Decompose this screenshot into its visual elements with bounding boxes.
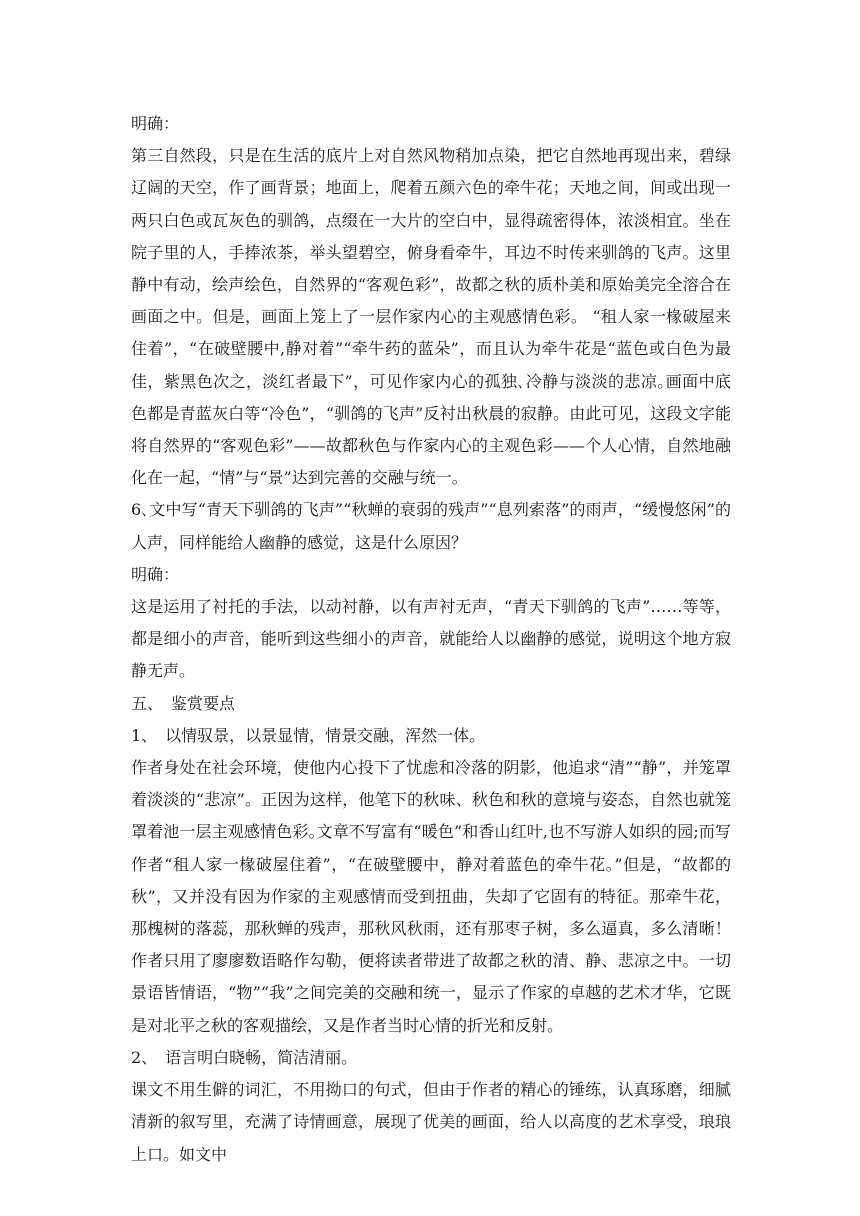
subsection-heading: 1、 以情驭景，以景显情，情景交融，浑然一体。 — [131, 725, 486, 745]
body-paragraph: 课文不用生僻的词汇，不用拗口的句式，但由于作者的精心的锤练，认真琢磨，细腻清新的叙写里，充满了诗情画意，展现了优美的画面，给人以高度的艺术享受，琅琅上口。如文中 — [131, 1080, 731, 1164]
answer-label: 明确： — [131, 564, 180, 584]
document-page — [131, 108, 731, 1171]
body-paragraph: 作者身处在社会环境，使他内心投下了忧虑和冷落的阴影，他追求“清”“静”，并笼罩着淡淡的“悲凉”。正因为这样，他笔下的秋味、秋色和秋的意境与姿态，自然也就笼罩着池一层主观感情色彩｡文章不写富有“暖色”和香山红叶,也不写游人如织的园;而写作者“租人家一椽破屋住着”，“在破壁腰中，静对着蓝色的牵牛花。”但是，“故都的秋”，又并没有因为作家的主观感情而受到扭曲，失却了它固有的特征。那牵牛花，那槐树的落蕊，那秋蝉的残声，那秋风秋雨，还有那枣子树，多么逼真，多么清晰！作者只用了廖廖数语略作勾勒，便将读者带进了故都之秋的清、静、悲凉之中。一切景语皆情语，“物”“我”之间完美的交融和统一，显示了作家的卓越的艺术才华，它既是对北平之秋的客观描绘，又是作者当时心情的折光和反射。 — [131, 758, 731, 1035]
subsection-heading: 2、 语言明白晓畅，简洁清丽。 — [131, 1047, 358, 1067]
section-heading: 五、 鉴赏要点 — [131, 693, 236, 713]
answer-label: 明确： — [131, 114, 180, 133]
body-paragraph: 这是运用了衬托的手法，以动衬静，以有声衬无声，“青天下驯鸽的飞声”……等等，都是细小的声音，能听到这些细小的声音，就能给人以幽静的感觉，说明这个地方寂静无声。 — [131, 597, 731, 681]
body-paragraph: 第三自然段，只是在生活的底片上对自然风物稍加点染，把它自然地再现出来，碧绿辽阔的天空，作了画背景；地面上，爬着五颜六色的牵牛花；天地之间，间或出现一两只白色或瓦灰色的驯鸽，点缀在一大片的空白中，显得疏密得体，浓淡相宜。坐在院子里的人，手捧浓茶，举头望碧空，俯身看牵牛，耳边不时传来驯鸽的飞声。这里静中有动，绘声绘色，自然界的“客观色彩”，故都之秋的质朴美和原始美完全溶合在画面之中。但是，画面上笼上了一层作家内心的主观感情色彩。 “租人家一椽破屋来住着”，“在破壁腰中,静对着”“牵牛药的蓝朵”，而且认为牵牛花是“蓝色或白色为最佳，紫黑色次之，淡红者最下”，可见作家内心的孤独､冷静与淡淡的悲凉｡画面中底色都是青蓝灰白等“冷色”，“驯鸽的飞声”反衬出秋晨的寂静。由此可见，这段文字能将自然界的“客观色彩”——故都秋色与作家内心的主观色彩——个人心情，自然地融化在一起，“情”与“景”达到完善的交融与统一。 — [131, 146, 731, 488]
question-paragraph: 6､文中写“青天下驯鸽的飞声”“秋蝉的衰弱的残声”“息列索落”的雨声，“缓慢悠闲”的人声，同样能给人幽静的感觉，这是什么原因？ — [131, 500, 731, 552]
